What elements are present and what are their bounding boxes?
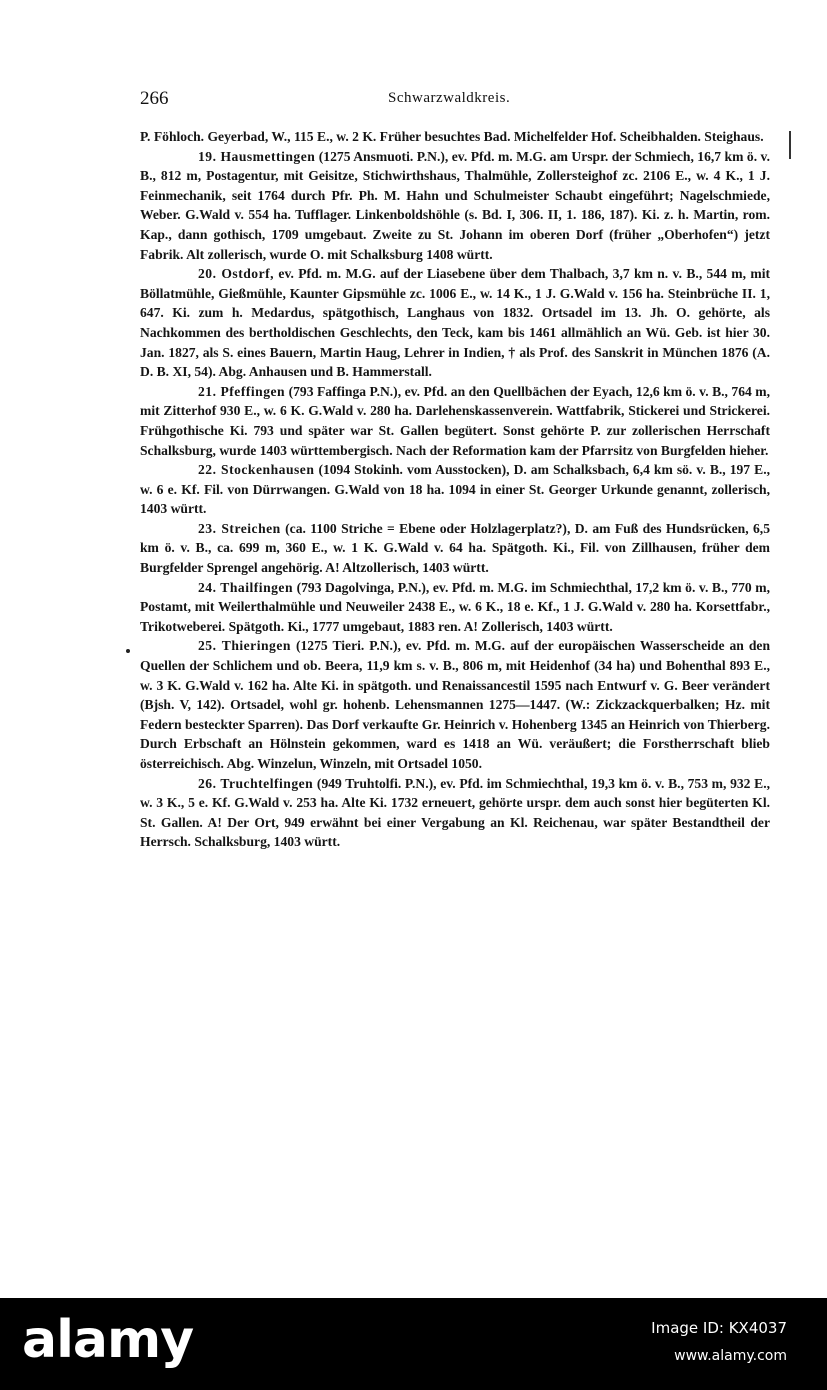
entry-heading: 24. Thailfingen <box>198 579 294 595</box>
entry-thailfingen <box>140 578 770 637</box>
entry-streichen <box>140 519 770 578</box>
entry-pfeffingen <box>140 382 770 460</box>
margin-dot <box>126 649 130 653</box>
entry-heading: 19. Hausmettingen <box>198 148 316 164</box>
entry-thieringen <box>140 636 770 773</box>
paragraph-continuation <box>140 127 770 147</box>
entry-text: (1275 Tieri. P.N.), ev. Pfd. m. M.G. auf der europäischen Wasserscheide an den Quellen der Schlichem und ob. Beera, 11,9 km s. v. B., 806 m, mit Heidenhof (34 ha) und Bohenthal 893 E., w. 3 K. G.Wald v. 162 ha. Alte Ki. in spätgoth. und Renaissancestil 1595 nach Entwurf v. G. Beer verändert (Bjsh. V, 142). Ortsadel, wohl gr. hohenb. Lehensmannen 1275—1447. (W.: Zickzackquerbalken; Hz. mit Federn besteckter Sparren). Das Dorf verkaufte Gr. Heinrich v. Hohenberg 1345 an Heinrich von Thierberg. Durch Erbschaft an Hölnstein gekommen, ward es 1418 an Wü. veräußert; die Forstherrschaft blieb österreichisch. Abg. Winzelun, Winzeln, mit Ortsadel 1050. <box>140 638 770 771</box>
entry-stockenhausen <box>140 460 770 519</box>
site-url-label: www.alamy.com <box>674 1348 787 1364</box>
entry-heading: 26. Truchtelfingen <box>198 775 314 791</box>
entry-hausmettingen <box>140 147 770 265</box>
entry-heading: 22. Stockenhausen <box>198 462 315 478</box>
page-number: 266 <box>140 88 169 109</box>
entry-ostdorf <box>140 264 770 382</box>
entry-heading: 25. Thieringen <box>198 638 291 654</box>
entry-text: (1275 Ansmuoti. P.N.), ev. Pfd. m. M.G. am Urspr. der Schmiech, 16,7 km ö. v. B., 812 m, Postagentur, mit Geisitze, Stichwirthshaus, Thalmühle, Zollersteighof zc. 2106 E., w. 4 K., 1 J. Feinmechanik, seit 1764 durch Pfr. Ph. M. Hahn und Schulmeister Schaubt eingeführt; Nagelschmiede, Weber. G.Wald v. 554 ha. Tufflager. Linkenboldshöhle (s. Bd. I, 306. II, 1. 186, 187). Ki. z. h. Martin, rom. Kap., dann gothisch, 1709 umgebaut. Zweite zu St. Johann im oberen Dorf (früher „Oberhofen“) jetzt Fabrik. Alt zollerisch, wurde O. mit Schalksburg 1408 württ. <box>140 148 770 262</box>
entry-text: (949 Truhtolfi. P.N.), ev. Pfd. im Schmiechthal, 19,3 km ö. v. B., 753 m, 932 E., w. 3 K., 5 e. Kf. G.Wald v. 253 ha. Alte Ki. 1732 erneuert, gehörte urspr. dem auch sonst hier begüterten Kl. St. Gallen. A! Der Ort, 949 erwähnt bei einer Vergabung an Kl. Reichenau, war später Bestandtheil der Herrsch. Schalksburg, 1403 württ. <box>140 775 770 850</box>
entry-text: ev. Pfd. m. M.G. auf der Liasebene über dem Thalbach, 3,7 km n. v. B., 544 m, mit Böllatmühle, Gießmühle, Kaunter Gipsmühle zc. 1006 E., w. 14 K., 1 J. G.Wald v. 156 ha. Steinbrüche II. 1, 647. Ki. zum h. Medardus, spätgothisch, Langhaus von 1832. Ortsadel im 13. Jh. O. gehörte, als Nachkommen des bertholdischen Geschlechts, den Teck, kam bis 1461 allmählich an Wü. Geb. ist hier 30. Jan. 1827, als S. eines Bauern, Martin Haug, Lehrer in Indien, † als Prof. des Sanskrit in München 1876 (A. D. B. XI, 54). Abg. Anhausen und B. Hammerstall. <box>140 266 770 380</box>
image-id-label: Image ID: KX4037 <box>651 1319 787 1337</box>
margin-mark <box>789 131 791 159</box>
paragraph-text: P. Föhloch. Geyerbad, W., 115 E., w. 2 K. Früher besuchtes Bad. Michelfelder Hof. Scheibhalden. Steighaus. <box>140 129 764 144</box>
entry-heading: 23. Streichen <box>198 520 281 536</box>
alamy-logo: alamy <box>22 1310 194 1370</box>
entry-text: (1094 Stokinh. vom Ausstocken), D. am Schalksbach, 6,4 km sö. v. B., 197 E., w. 6 e. Kf. Fil. von Dürrwangen. G.Wald von 18 ha. 1094 in einer St. Georger Urkunde genannt, zollerisch, 1403 württ. <box>140 462 770 517</box>
entry-text: (793 Faffinga P.N.), ev. Pfd. an den Quellbächen der Eyach, 12,6 km ö. v. B., 764 m, mit Zitterhof 930 E., w. 6 K. G.Wald v. 280 ha. Darlehenskassenverein. Wattfabrik, Stickerei und Strickerei. Frühgothische Ki. 793 und später war St. Gallen begütert. Sonst gehörte P. zur zollerischen Herrschaft Schalksburg, wurde 1403 württembergisch. Nach der Reformation kam der Pfarrsitz von Burgfelden hieher. <box>140 383 770 458</box>
running-head: Schwarzwaldkreis. <box>388 90 511 106</box>
entry-heading: 20. Ostdorf, <box>198 266 275 282</box>
entry-text: (ca. 1100 Striche = Ebene oder Holzlagerplatz?), D. am Fuß des Hundsrücken, 6,5 km ö. v. B., ca. 699 m, 360 E., w. 1 K. G.Wald v. 64 ha. Spätgoth. Ki., Fil. von Zillhausen, früher dem Burgfelder Sprengel angehörig. A! Altzollerisch, 1403 württ. <box>140 520 770 576</box>
entry-truchtelfingen <box>140 774 770 852</box>
entry-text: (793 Dagolvinga, P.N.), ev. Pfd. m. M.G. im Schmiechthal, 17,2 km ö. v. B., 770 m, Postamt, mit Weilerthalmühle und Neuweiler 2438 E., w. 6 K., 18 e. Kf., 1 J. G.Wald v. 280 ha. Korsettfabr., Trikotweberei. Spätgoth. Ki., 1777 umgebaut, 1883 ren. A! Zollerisch, 1403 württ. <box>140 579 770 634</box>
page-header <box>140 88 770 114</box>
entry-heading: 21. Pfeffingen <box>198 383 286 399</box>
body-text <box>140 127 770 852</box>
